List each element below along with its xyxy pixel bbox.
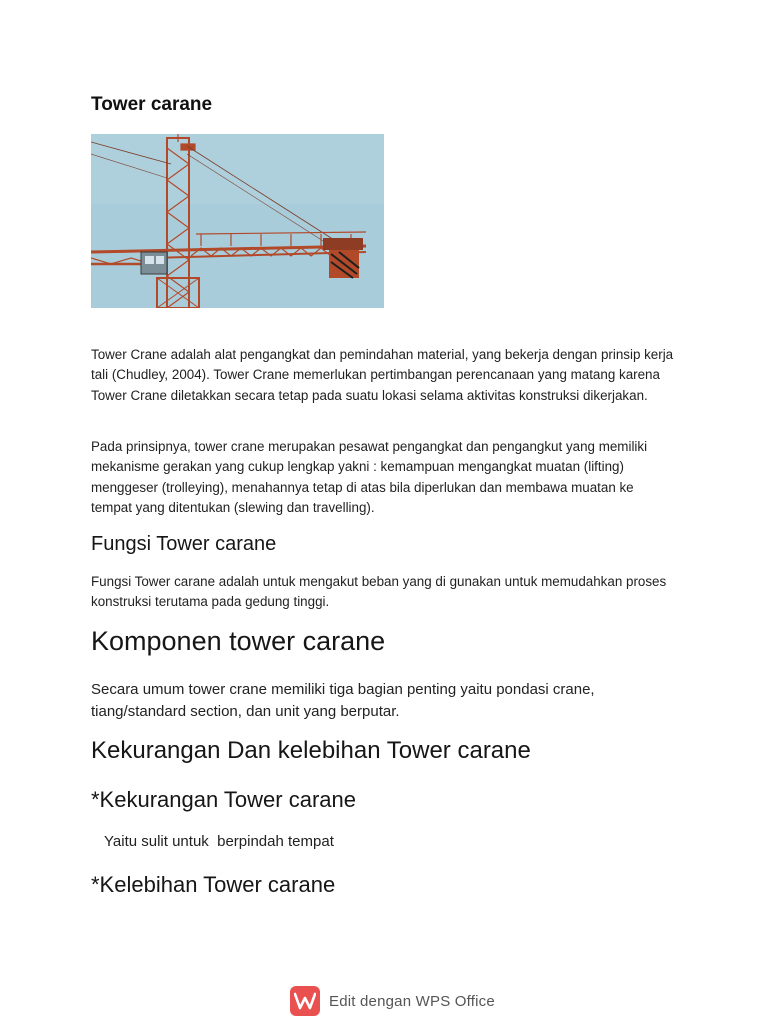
fungsi-heading: Fungsi Tower carane xyxy=(91,533,277,555)
principle-paragraph: Pada prinsipnya, tower crane merupakan pesawat pengangkat dan pengangkut yang memiliki mekanisme gerakan yang cukup lengkap yakni : kemampuan mengangkat muatan (lifting) menggeser (trolleying), menahannya tetap di atas bila diperlukan dan membawa muatan ke tempat yang ditentukan (slewing dan travelling). xyxy=(91,439,648,515)
komponen-paragraph: Secara umum tower crane memiliki tiga bagian penting yaitu pondasi crane, tiang/standard section, dan unit yang berputar. xyxy=(91,681,595,720)
tower-crane-photo xyxy=(91,134,384,308)
wps-office-icon xyxy=(290,986,320,1016)
kekurangan-kelebihan-heading: Kekurangan Dan kelebihan Tower carane xyxy=(91,737,531,764)
kekurangan-text: Yaitu sulit untuk berpindah tempat xyxy=(104,833,334,850)
kekurangan-heading: *Kekurangan Tower carane xyxy=(91,787,356,812)
intro-paragraph: Tower Crane adalah alat pengangkat dan pemindahan material, yang bekerja dengan prinsip kerja tali (Chudley, 2004). Tower Crane memerlukan pertimbangan perencanaan yang matang karena Tower Crane diletakkan secara tetap pada suatu lokasi selama aktivitas konstruksi dikerjakan. xyxy=(91,347,674,403)
edit-with-wps-button[interactable] xyxy=(290,985,495,1017)
edit-with-wps-label: Edit dengan WPS Office xyxy=(329,992,495,1010)
fungsi-paragraph: Fungsi Tower carane adalah untuk mengakut beban yang di gunakan untuk memudahkan proses konstruksi terutama pada gedung tinggi. xyxy=(91,574,667,610)
document-title: Tower carane xyxy=(91,94,213,115)
komponen-heading: Komponen tower carane xyxy=(91,626,386,656)
kelebihan-heading: *Kelebihan Tower carane xyxy=(91,872,336,897)
